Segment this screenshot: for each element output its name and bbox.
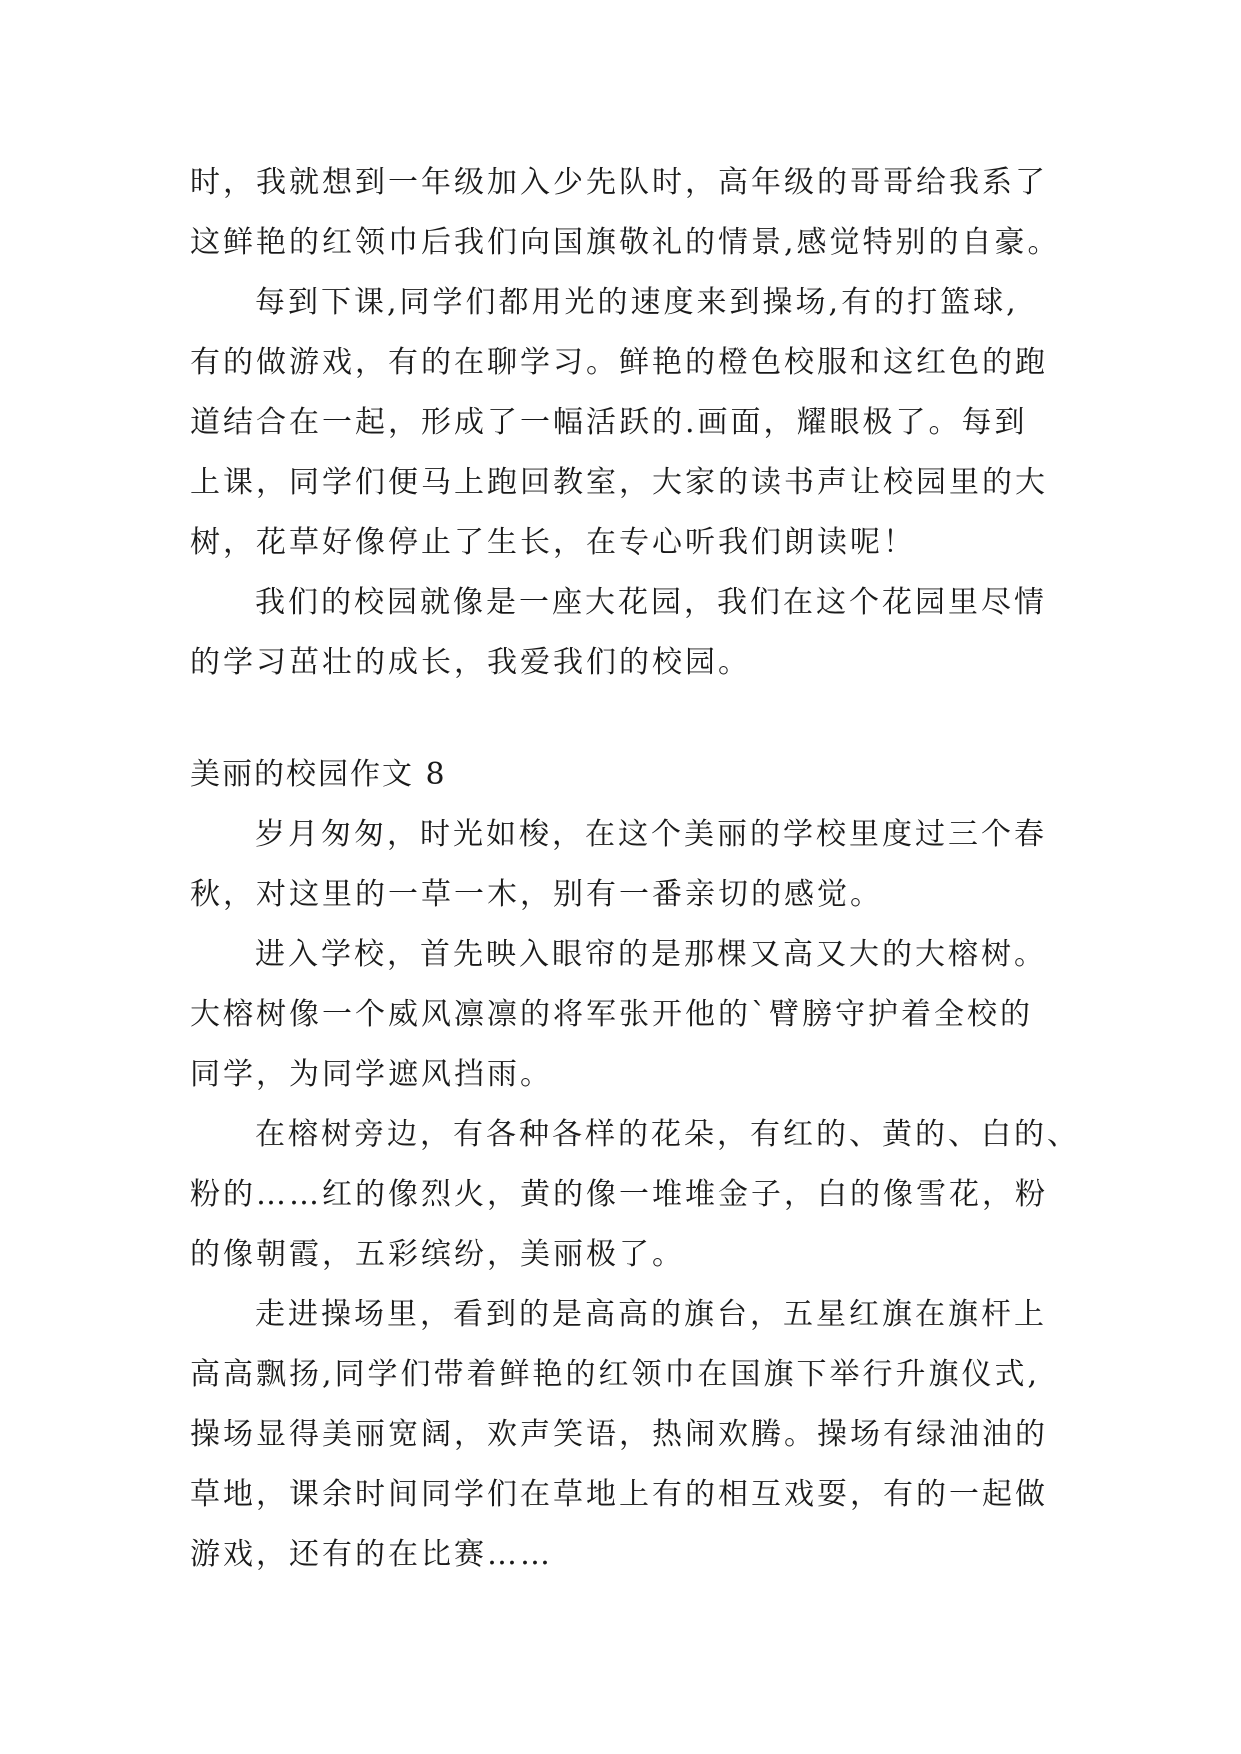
paragraph-start-line: 我们的校园就像是一座大花园，我们在这个花园里尽情 bbox=[255, 585, 1047, 620]
section-heading: 美丽的校园作文 8 bbox=[190, 757, 447, 792]
text-line: 游戏，还有的在比赛…… bbox=[190, 1537, 553, 1572]
text-line: 树，花草好像停止了生长，在专心听我们朗读呢！ bbox=[190, 525, 916, 560]
text-line: 大榕树像一个威风凛凛的将军张开他的`臂膀守护着全校的 bbox=[190, 997, 1033, 1032]
text-line: 的学习茁壮的成长，我爱我们的校园。 bbox=[190, 645, 751, 680]
paragraph-start-line: 每到下课,同学们都用光的速度来到操场,有的打篮球, bbox=[255, 285, 1019, 320]
text-line: 同学，为同学遮风挡雨。 bbox=[190, 1057, 553, 1092]
text-line: 草地，课余时间同学们在草地上有的相互戏耍，有的一起做 bbox=[190, 1477, 1048, 1512]
paragraph-start-line: 在榕树旁边，有各种各样的花朵，有红的、黄的、白的、 bbox=[255, 1117, 1080, 1152]
paragraph-start-line: 岁月匆匆，时光如梭，在这个美丽的学校里度过三个春 bbox=[255, 817, 1047, 852]
text-line: 时，我就想到一年级加入少先队时，高年级的哥哥给我系了 bbox=[190, 165, 1048, 200]
paragraph-start-line: 走进操场里，看到的是高高的旗台，五星红旗在旗杆上 bbox=[255, 1297, 1047, 1332]
text-line: 有的做游戏，有的在聊学习。鲜艳的橙色校服和这红色的跑 bbox=[190, 345, 1048, 380]
text-line: 这鲜艳的红领巾后我们向国旗敬礼的情景,感觉特别的自豪。 bbox=[190, 225, 1061, 260]
paragraph-start-line: 进入学校，首先映入眼帘的是那棵又高又大的大榕树。 bbox=[255, 937, 1047, 972]
text-line: 粉的……红的像烈火，黄的像一堆堆金子，白的像雪花，粉 bbox=[190, 1177, 1048, 1212]
text-line: 高高飘扬,同学们带着鲜艳的红领巾在国旗下举行升旗仪式, bbox=[190, 1357, 1041, 1392]
text-line: 秋，对这里的一草一木，别有一番亲切的感觉。 bbox=[190, 877, 883, 912]
text-line: 道结合在一起，形成了一幅活跃的.画面，耀眼极了。每到 bbox=[190, 405, 1028, 440]
text-line: 上课，同学们便马上跑回教室，大家的读书声让校园里的大 bbox=[190, 465, 1048, 500]
text-line: 操场显得美丽宽阔，欢声笑语，热闹欢腾。操场有绿油油的 bbox=[190, 1417, 1048, 1452]
text-line: 的像朝霞，五彩缤纷，美丽极了。 bbox=[190, 1237, 685, 1272]
